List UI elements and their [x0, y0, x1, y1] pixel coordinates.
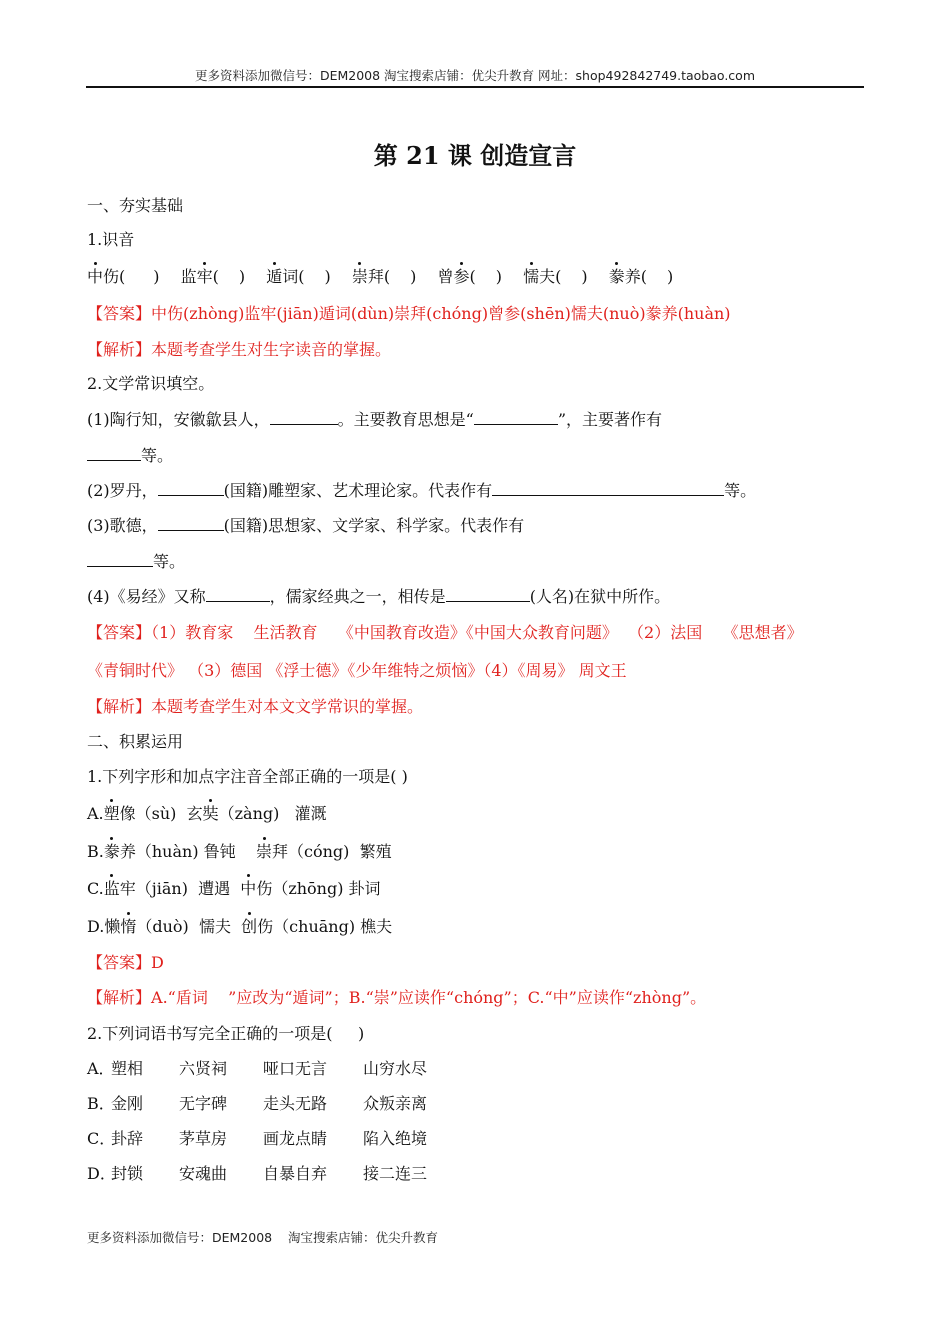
fill-item-1-cont: 等。	[87, 445, 173, 467]
lesson-title: 第 21 课 创造宣言	[373, 141, 577, 170]
analysis-1: 【解析】本题考查学生对生字读音的掌握。	[87, 340, 392, 359]
pinyin-item: 懦夫( )	[523, 267, 588, 286]
fill-item-1: (1)陶行知，安徽歙县人， 。主要教育思想是“ ”，主要著作有	[87, 410, 663, 429]
word-option-c: C．卦辞 茅草房 画龙点睛 陷入绝境	[87, 1129, 428, 1148]
answer-2-line-2: 《青铜时代》 （3）德国 《浮士德》《少年维特之烦恼》（4）《周易》 周文王	[87, 661, 627, 680]
word-option-b: B．金刚 无字碑 走头无路 众叛亲离	[87, 1094, 428, 1113]
answer-blank[interactable]	[474, 409, 558, 425]
page-footer: 更多资料添加微信号：DEM2008 淘宝搜索店铺：优尖升教育	[87, 1230, 439, 1245]
answer-blank[interactable]	[492, 480, 724, 496]
answer-blank[interactable]	[270, 409, 338, 425]
fill-item-3: (3)歌德， (国籍)思想家、文学家、科学家。代表作有	[87, 516, 525, 535]
fill-item-3-cont: 等。	[87, 551, 185, 573]
answer-blank[interactable]	[158, 515, 224, 531]
header-rule	[86, 86, 864, 88]
fill-item-4: (4)《易经》又称 ，儒家经典之一，相传是 (人名)在狱中所作。	[87, 587, 671, 606]
answer-blank[interactable]	[87, 445, 141, 461]
question-2-label: 2.文学常识填空。	[87, 374, 215, 393]
pinyin-item: 曾参( )	[437, 267, 502, 286]
answer-1: 【答案】中伤(zhòng)监牢(jiān)遁词(dùn)崇拜(chóng)曾参(shēn)懦夫(nuò)豢养(huàn)	[87, 304, 731, 323]
pinyin-items-row	[87, 266, 673, 288]
pinyin-item: 豢养( )	[608, 267, 674, 286]
option-c: C.监牢（jiān) 遭遇 中伤（zhōng) 卦词	[87, 879, 381, 898]
analysis-2: 【解析】本题考查学生对本文文学常识的掌握。	[87, 697, 424, 716]
pinyin-item: 监牢( )	[180, 267, 246, 286]
pinyin-item: 崇拜( )	[351, 267, 417, 286]
option-b: B.豢养（huàn) 鲁钝 崇拜（cóng) 繁殖	[87, 842, 392, 861]
option-d: D.懒惰（duò) 懦夫 创伤（chuāng) 樵夫	[87, 917, 393, 936]
answer-blank[interactable]	[87, 551, 153, 567]
page-header: 更多资料添加微信号：DEM2008 淘宝搜索店铺：优尖升教育 网址：shop492842749.taobao.com	[194, 68, 756, 83]
pinyin-item: 遁词( )	[266, 267, 331, 286]
answer-3: 【答案】D	[87, 953, 164, 972]
answer-blank[interactable]	[158, 480, 224, 496]
section-heading-2: 二、积累运用	[87, 732, 184, 751]
word-option-a: A．塑相 六贤祠 哑口无言 山穷水尽	[87, 1059, 428, 1078]
option-a: A.塑像（sù) 玄奘（zàng) 灌溉	[87, 804, 327, 823]
answer-2-line-1: 【答案】（1）教育家 生活教育 《中国教育改造》《中国大众教育问题》 （2）法国 《思想者》	[87, 623, 803, 642]
section-heading-1: 一、夯实基础	[87, 196, 184, 215]
answer-blank[interactable]	[206, 586, 270, 602]
question-3-label: 1.下列字形和加点字注音全部正确的一项是( )	[87, 767, 408, 786]
question-1-label: 1.识音	[87, 230, 135, 249]
word-option-d: D．封锁 安魂曲 自暴自弃 接二连三	[87, 1164, 428, 1183]
pinyin-item: 中伤( )	[87, 267, 160, 286]
question-4-label: 2.下列词语书写完全正确的一项是( )	[87, 1024, 365, 1043]
analysis-3: 【解析】A.“盾词 ”应改为“遁词”；B.“崇”应读作“chóng”；C.“中”应读作“zhòng”。	[87, 988, 707, 1007]
answer-blank[interactable]	[446, 586, 530, 602]
fill-item-2: (2)罗丹， (国籍)雕塑家、艺术理论家。代表作有 等。	[87, 481, 757, 500]
